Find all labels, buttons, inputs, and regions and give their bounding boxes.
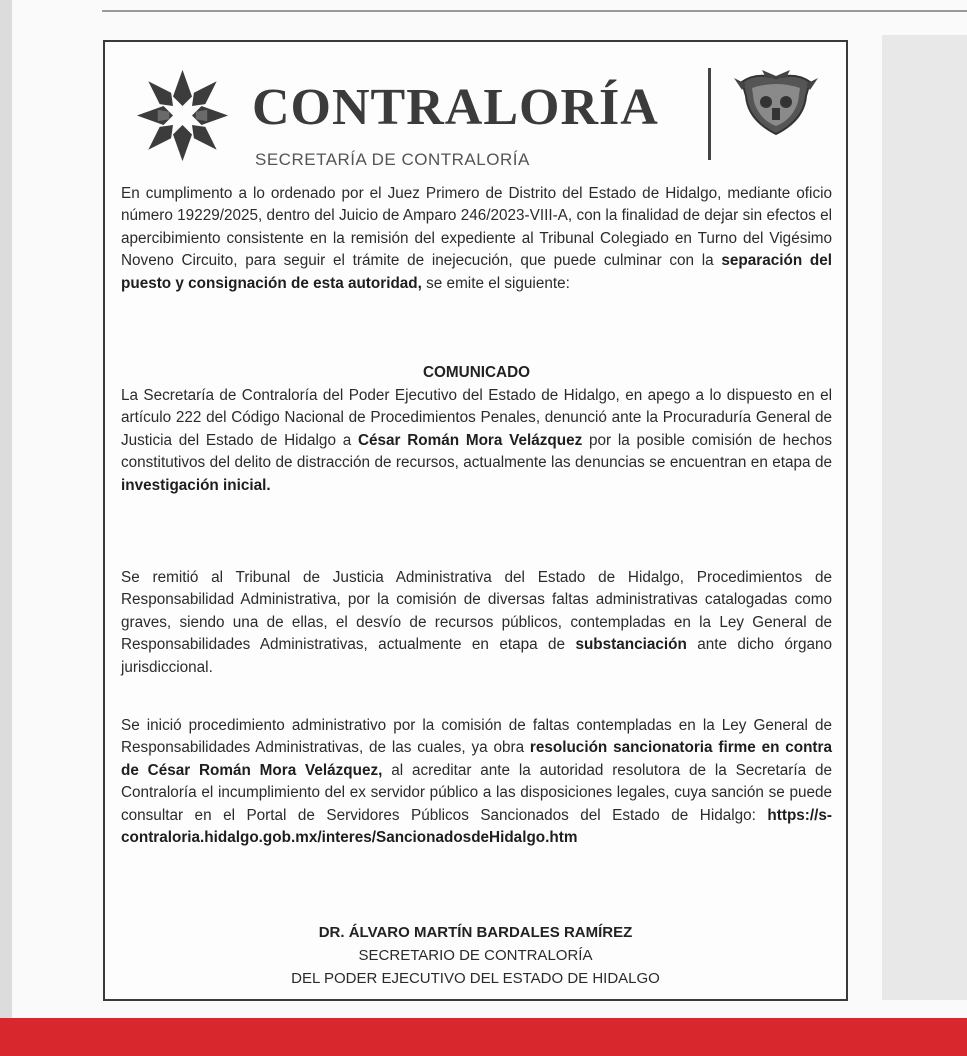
adjacent-column-panel <box>882 35 967 1000</box>
star-emblem-icon <box>135 68 230 163</box>
org-name: CONTRALORÍA <box>252 79 659 136</box>
sanction-paragraph: Se inició procedimiento administrativo por la comisión de faltas contempladas en la Ley General de Responsabilidades Administrativas, de las cuales, ya obra resolución sancionatoria firme en contra de César Román Mora Velázquez, al acreditar ante la autoridad resolutora de la Secretaría de Contraloría el incumplimiento del ex servidor público a las disposiciones legales, cuya sanción se puede consultar en el Portal de Servidores Públicos Sancionados del Estado de Hidalgo: https://s-contraloria.hidalgo.gob.mx/interes/SancionadosdeHidalgo.htm <box>121 717 832 847</box>
state-coat-of-arms-icon <box>732 68 820 142</box>
header-divider <box>708 68 711 160</box>
complaint-paragraph: La Secretaría de Contraloría del Poder Ejecutivo del Estado de Hidalgo, en apego a lo dispuesto en el artículo 222 del Código Nacional de Procedimientos Penales, denunció ante la Procuraduría General de Justicia del Estado de Hidalgo a César Román Mora Velázquez por la posible comisión de hechos constitutivos del delito de distracción de recursos, actualmente las denuncias se encuentran en etapa de investigación inicial. <box>121 387 832 494</box>
notice-box <box>103 40 848 1001</box>
footer-red-band <box>0 1018 967 1056</box>
seal-caption <box>727 146 825 152</box>
intro-paragraph: En cumplimento a lo ordenado por el Juez Primero de Distrito del Estado de Hidalgo, mediante oficio número 19229/2025, dentro del Juicio de Amparo 246/2023-VIII-A, con la finalidad de dejar sin efectos el apercibimiento consistente en la remisión del expediente al Tribunal Colegiado en Turno del Vigésimo Noveno Circuito, para seguir el trámite de inejecución, que puede culminar con la separación del puesto y consignación de esta autoridad, se emite el siguiente: <box>121 185 833 292</box>
org-subtitle: SECRETARÍA DE CONTRALORÍA <box>255 150 530 169</box>
top-divider-line <box>102 10 967 12</box>
page-edge-shadow <box>0 0 12 1018</box>
tribunal-paragraph: Se remitió al Tribunal de Justicia Administrativa del Estado de Hidalgo, Procedimientos de Responsabilidad Administrativa, por la comisión de diversas faltas administrativas catalogadas como graves, siendo una de ellas, el desvío de recursos públicos, contempladas en la Ley General de Responsabilidades Administrativas, actualmente en etapa de substanciación ante dicho órgano jurisdiccional. <box>121 569 832 676</box>
communique-heading: COMUNICADO <box>422 364 531 381</box>
signatory-title: SECRETARIO DE CONTRALORÍA <box>358 947 593 964</box>
notice-header <box>105 62 846 172</box>
signatory-office: DEL PODER EJECUTIVO DEL ESTADO DE HIDALGO <box>291 970 660 987</box>
sanctions-portal-link[interactable]: https://s-contraloria.hidalgo.gob.mx/interes/SancionadosdeHidalgo.htm <box>121 806 832 847</box>
signatory-name: DR. ÁLVARO MARTÍN BARDALES RAMÍREZ <box>318 924 633 941</box>
